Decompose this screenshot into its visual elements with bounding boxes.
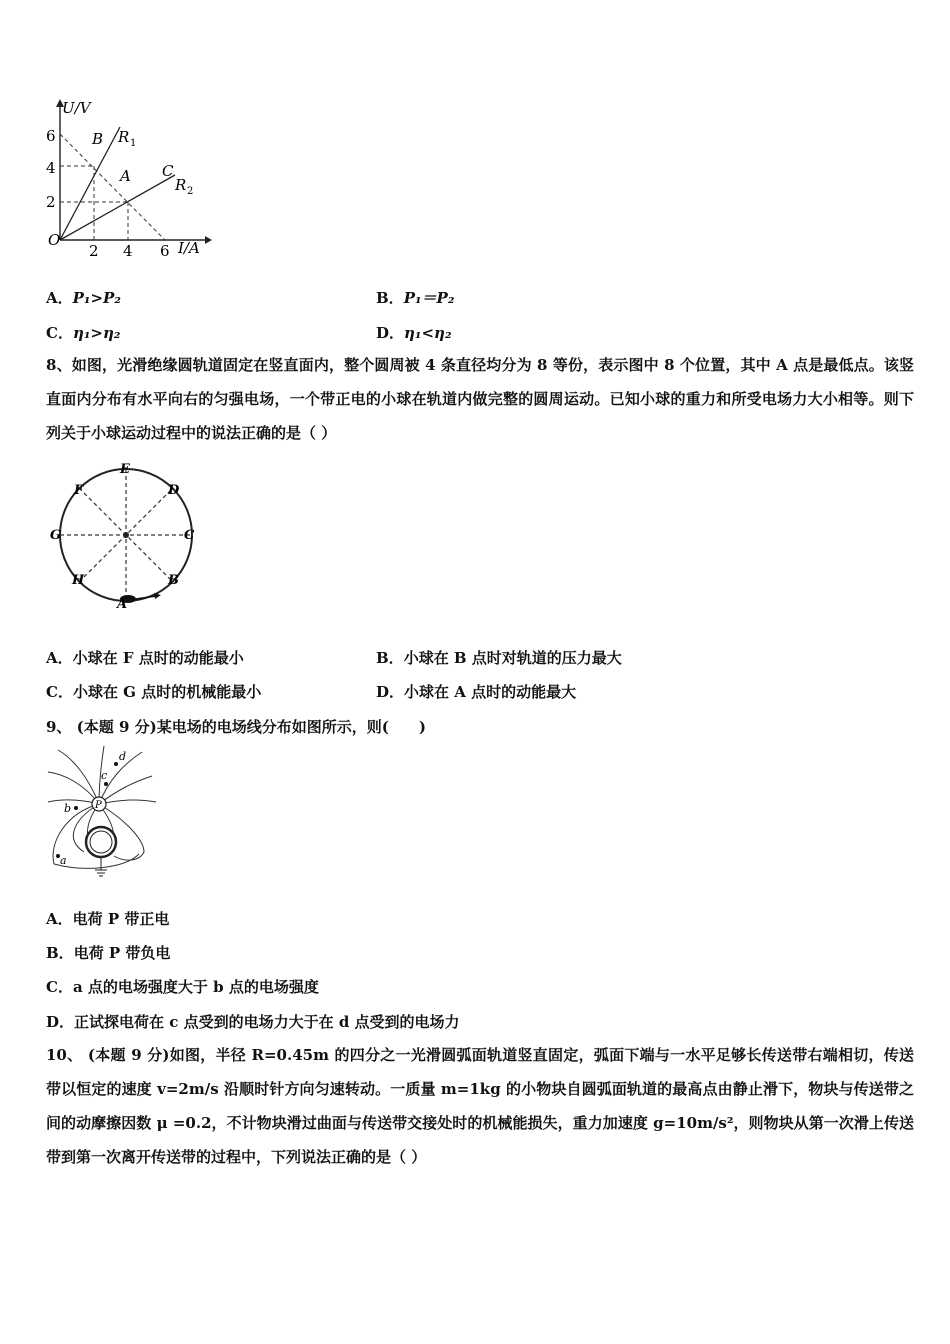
point-d: D [168, 483, 180, 498]
point-a-label: a [60, 854, 67, 867]
point-b-label: b [64, 802, 72, 815]
field-lines-figure [44, 744, 159, 879]
q7-option-c[interactable]: C．η₁>η₂ [46, 324, 121, 342]
x-tick: 2 [89, 242, 99, 260]
ui-graph [40, 95, 220, 265]
q7-option-b[interactable]: B．P₁＝P₂ [376, 289, 455, 307]
r1-subscript: 1 [130, 138, 137, 149]
point-g: G [50, 528, 62, 543]
y-tick: 6 [46, 127, 56, 145]
q9-option-d[interactable]: D．正试探电荷在 c 点受到的电场力大于在 d 点受到的电场力 [46, 1013, 460, 1031]
q8-stem: 8、如图，光滑绝缘圆轨道固定在竖直面内，整个圆周被 4 条直径均分为 8 等份，表示图中 8 个位置，其中 A 点是最低点。该竖直面内分布有水平向右的匀强电场，一个带正电的小球在轨道内做完整的圆周运动。已知小球的重力和所受电场力大小相等。则下列关于小球运动过程中的说法正确的是（ ） [46, 356, 914, 442]
q8-option-d[interactable]: D．小球在 A 点时的动能最大 [376, 683, 577, 701]
q8-option-b[interactable]: B．小球在 B 点时对轨道的压力最大 [376, 649, 622, 667]
point-b: B [168, 573, 179, 588]
charge-p-label: P [95, 800, 102, 811]
y-tick: 2 [46, 193, 56, 211]
q8-option-a[interactable]: A．小球在 F 点时的动能最小 [46, 649, 244, 667]
circle-track-figure [44, 460, 214, 610]
y-axis-label: U/V [62, 99, 91, 117]
origin-label: O [48, 231, 61, 249]
point-h: H [72, 573, 85, 588]
point-c-label: c [101, 769, 108, 782]
point-a-label: A [120, 167, 131, 185]
point-b-label: B [92, 130, 104, 148]
q9-option-a[interactable]: A．电荷 P 带正电 [46, 910, 170, 928]
r1-label: R [118, 128, 130, 146]
q9-option-b[interactable]: B．电荷 P 带负电 [46, 944, 171, 962]
r2-subscript: 2 [187, 186, 194, 197]
point-c: C [184, 528, 195, 543]
q10-stem: 10、 (本题 9 分)如图，半径 R=0.45m 的四分之一光滑圆弧面轨道竖直固定，弧面下端与一水平足够长传送带右端相切，传送带以恒定的速度 v=2m/s 沿顺时针方向匀速转动。一质量 m=1kg 的小物块自圆弧面轨道的最高点由静止滑下，物块与传送带之间的动摩擦因数 μ =0.2，不计物块滑过曲面与传送带交接处时的机械能损失，重力加速度 g=10m/s²，则物块从第一次滑上传送带到第一次离开传送带的过程中，下列说法正确的是（ ） [46, 1046, 914, 1166]
r2-label: R [175, 176, 187, 194]
y-tick: 4 [46, 159, 56, 177]
q9-stem: 9、 (本题 9 分)某电场的电场线分布如图所示，则( ) [46, 718, 426, 736]
point-c-label: C [162, 162, 174, 180]
q8-option-c[interactable]: C．小球在 G 点时的机械能最小 [46, 683, 262, 701]
point-e: E [120, 462, 130, 477]
point-f: F [74, 483, 84, 498]
x-tick: 4 [123, 242, 133, 260]
point-d-label: d [119, 750, 127, 763]
q7-option-d[interactable]: D．η₁<η₂ [376, 324, 452, 342]
q7-option-a[interactable]: A．P₁>P₂ [46, 289, 121, 307]
q9-option-c[interactable]: C．a 点的电场强度大于 b 点的电场强度 [46, 978, 319, 996]
x-tick: 6 [160, 242, 170, 260]
x-axis-label: I/A [178, 239, 200, 257]
point-a: A [117, 597, 128, 610]
